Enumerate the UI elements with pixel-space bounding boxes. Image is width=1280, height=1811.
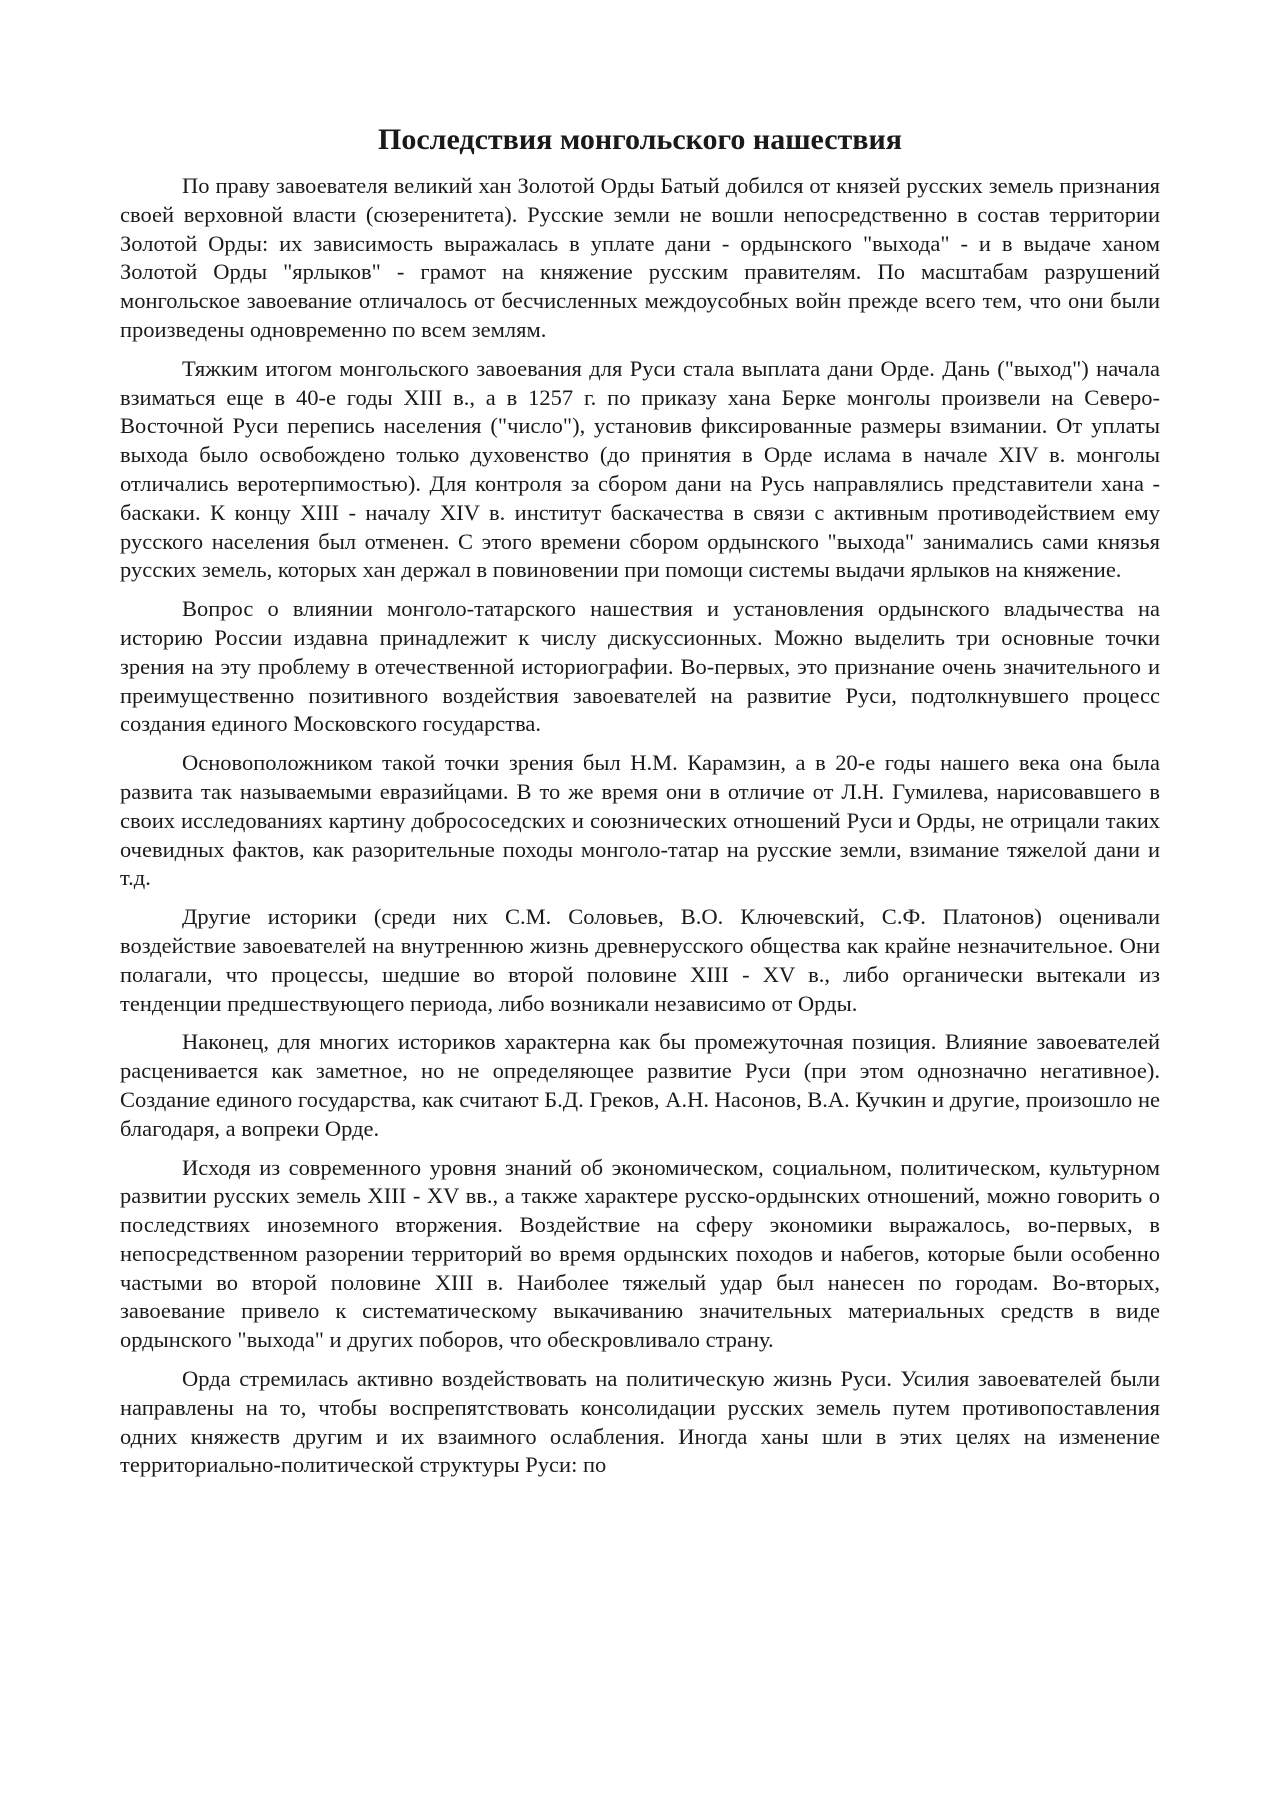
paragraph-4: Основоположником такой точки зрения был Н.М. Карамзин, а в 20-е годы нашего века она была развита так называемыми евразийцами. В то же время они в отличие от Л.Н. Гумилева, нарисовавшего в своих исследованиях картину добрососедских и союзнических отношений Руси и Орды, не отрицали таких очевидных фактов, как разорительные походы монголо-татар на русские земли, взимание тяжелой дани и т.д. — [120, 750, 1160, 891]
paragraph-7: Исходя из современного уровня знаний об экономическом, социальном, политическом, культурном развитии русских земель XIII - XV вв., а также характере русско-ордынских отношений, можно говорить о последствиях иноземного вторжения. Воздействие на сферу экономики выражалось, во-первых, в непосредственном разорении территорий во время ордынских походов и набегов, которые были особенно частыми во второй половине XIII в. Наиболее тяжелый удар был нанесен по городам. Во-вторых, завоевание привело к систематическому выкачиванию значительных материальных средств в виде ордынского "выхода" и других поборов, что обескровливало страну. — [120, 1154, 1160, 1353]
paragraph-2: Тяжким итогом монгольского завоевания для Руси стала выплата дани Орде. Дань ("выход") начала взиматься еще в 40-е годы XIII в., а в 1257 г. по приказу хана Берке монголы произвели на Северо-Восточной Руси перепись населения ("число"), установив фиксированные размеры взимании. От уплаты выхода было освобождено только духовенство (до принятия в Орде ислама в начале XIV в. монголы отличались веротерпимостью). Для контроля за сбором дани на Русь направлялись представители хана - баскаки. К концу XIII - началу XIV в. институт баскачества в связи с активным противодействием ему русского населения был отменен. С этого времени сбором ордынского "выхода" занимались сами князья русских земель, которых хан держал в повиновении при помощи системы выдачи ярлыков на княжение. — [120, 355, 1160, 583]
document-title: Последствия монгольского нашествия — [378, 123, 902, 156]
paragraph-1: По праву завоевателя великий хан Золотой Орды Батый добился от князей русских земель признания своей верховной власти (сюзеренитета). Русские земли не вошли непосредственно в состав территории Золотой Орды: их зависимость выражалась в уплате дани - ордынского "выхода" - и в выдаче ханом Золотой Орды "ярлыков" - грамот на княжение русским правителям. По масштабам разрушений монгольское завоевание отличалось от бесчисленных междоусобных войн прежде всего тем, что они были произведены одновременно по всем землям. — [120, 173, 1160, 342]
paragraph-5: Другие историки (среди них С.М. Соловьев, В.О. Ключевский, С.Ф. Платонов) оценивали воздействие завоевателей на внутреннюю жизнь древнерусского общества как крайне незначительное. Они полагали, что процессы, шедшие во второй половине XIII - XV в., либо органически вытекали из тенденции предшествующего периода, либо возникали независимо от Орды. — [120, 904, 1160, 1016]
paragraph-8: Орда стремилась активно воздействовать на политическую жизнь Руси. Усилия завоевателей были направлены на то, чтобы воспрепятствовать консолидации русских земель путем противопоставления одних княжеств другим и их взаимного ослабления. Иногда ханы шли в этих целях на изменение территориально-политической структуры Руси: по — [120, 1366, 1160, 1478]
document-page — [120, 118, 1160, 1490]
paragraph-6: Наконец, для многих историков характерна как бы промежуточная позиция. Влияние завоевателей расценивается как заметное, но не определяющее развитие Руси (при этом однозначно негативное). Создание единого государства, как считают Б.Д. Греков, А.Н. Насонов, В.А. Кучкин и другие, произошло не благодаря, а вопреки Орде. — [120, 1029, 1160, 1141]
paragraph-3: Вопрос о влиянии монголо-татарского нашествия и установления ордынского владычества на историю России издавна принадлежит к числу дискуссионных. Можно выделить три основные точки зрения на эту проблему в отечественной историографии. Во-первых, это признание очень значительного и преимущественно позитивного воздействия завоевателей на развитие Руси, подтолкнувшего процесс создания единого Московского государства. — [120, 596, 1160, 737]
